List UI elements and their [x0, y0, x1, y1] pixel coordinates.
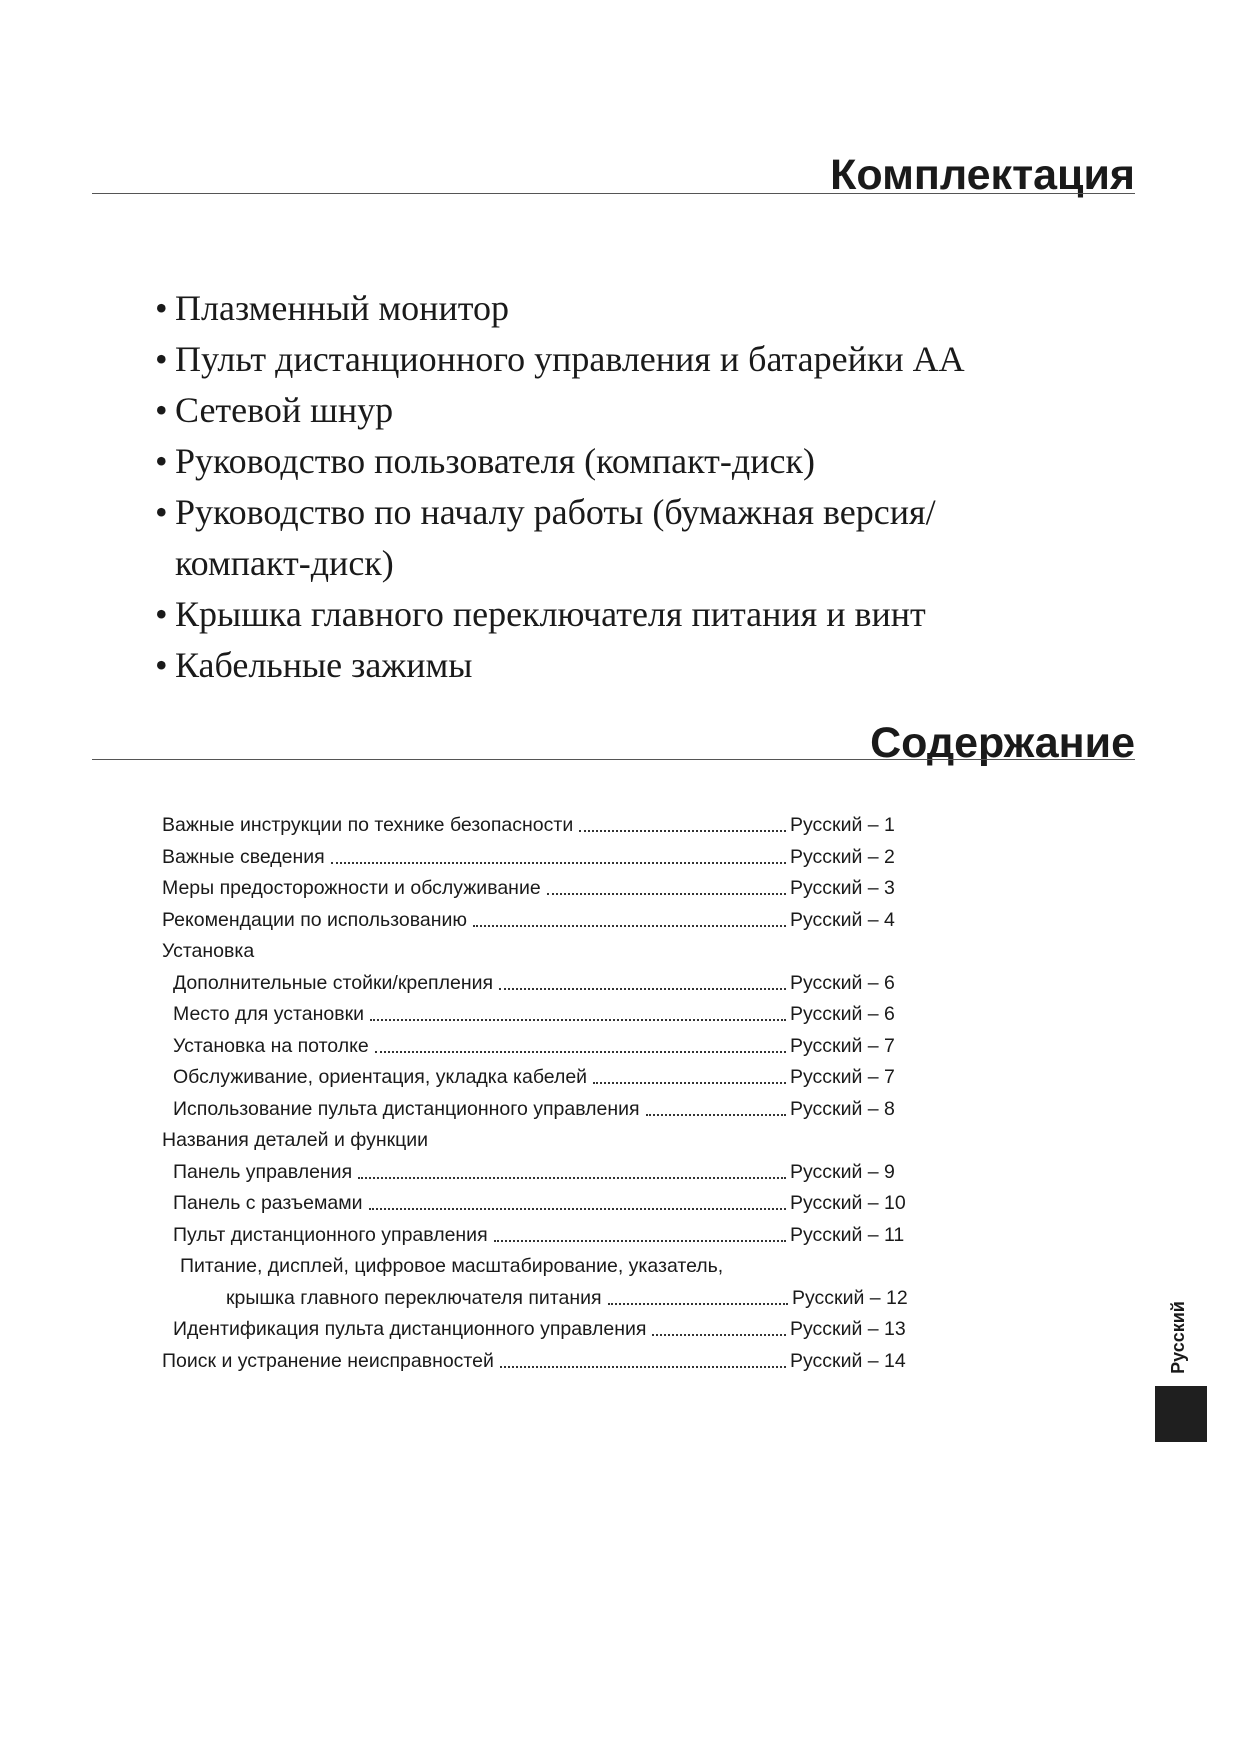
package-item [155, 334, 1105, 385]
toc-dot-leader [370, 1019, 786, 1021]
toc-entry-title: Идентификация пульта дистанционного управления [173, 1318, 647, 1340]
toc-entry [162, 873, 1062, 905]
toc-entry [162, 1062, 1062, 1094]
header-rule [92, 759, 1135, 760]
toc-page-ref: Русский – 14 [790, 1349, 906, 1372]
package-item-text: Пульт дистанционного управления и батарейки АА [175, 339, 965, 379]
toc-dot-leader [652, 1334, 786, 1336]
toc-entry [162, 842, 1062, 874]
language-tab-marker [1155, 1386, 1207, 1442]
toc-entry-title: Место для установки [173, 1003, 365, 1025]
toc-page-ref: Русский – 9 [790, 1160, 895, 1183]
language-tab-label: Русский [1167, 1300, 1188, 1374]
package-contents-title: Комплектация [830, 151, 1135, 199]
toc-entry-title: Установка на потолке [173, 1034, 369, 1057]
header-rule [92, 193, 1135, 194]
toc-entry [162, 810, 1062, 842]
toc-entry-title: Пульт дистанционного управления [173, 1223, 488, 1246]
toc-entry-title: Важные инструкции по технике безопасности [162, 814, 574, 836]
toc-page-ref: Русский – 7 [790, 1066, 895, 1088]
toc-entry-title: Дополнительные стойки/крепления [173, 971, 494, 994]
toc-page-ref: Русский – 13 [790, 1318, 906, 1340]
bullet-icon: • [155, 441, 168, 481]
toc-dot-leader [369, 1208, 786, 1210]
toc-entry [162, 1251, 1062, 1283]
toc-dot-leader [375, 1051, 786, 1053]
table-of-contents-title: Содержание [870, 719, 1135, 767]
toc-entry-title: Установка [162, 940, 255, 962]
package-contents-list [155, 283, 1105, 691]
toc-page-ref: Русский – 6 [790, 1003, 895, 1025]
bullet-icon: • [155, 339, 168, 379]
toc-entry [162, 1094, 1062, 1126]
bullet-icon: • [155, 492, 168, 532]
package-item-text: Руководство по началу работы (бумажная версия/ [175, 492, 936, 532]
toc-page-ref: Русский – 1 [790, 814, 895, 836]
package-item-text: Руководство пользователя (компакт-диск) [175, 441, 815, 481]
toc-entry [162, 1188, 1062, 1220]
bullet-icon: • [155, 594, 168, 634]
toc-dot-leader [608, 1303, 788, 1305]
package-item [155, 283, 1105, 334]
toc-entry-title: Обслуживание, ориентация, укладка кабелей [173, 1066, 588, 1088]
toc-entry [162, 999, 1062, 1031]
toc-entry [162, 1031, 1062, 1063]
toc-dot-leader [593, 1082, 786, 1084]
package-item-text: Плазменный монитор [175, 288, 509, 328]
toc-dot-leader [547, 893, 786, 895]
toc-page-ref: Русский – 10 [790, 1192, 906, 1214]
toc-entry-title: Панель с разъемами [173, 1192, 363, 1214]
toc-entry [162, 1346, 1062, 1378]
toc-page-ref: Русский – 2 [790, 845, 895, 868]
toc-entry-title: крышка главного переключателя питания [226, 1286, 602, 1309]
toc-dot-leader [331, 862, 786, 864]
toc-entry-title: Питание, дисплей, цифровое масштабирование, указатель, [180, 1255, 724, 1277]
package-item-text: Крышка главного переключателя питания и винт [175, 594, 926, 634]
toc-page-ref: Русский – 3 [790, 877, 895, 899]
toc-dot-leader [499, 988, 786, 990]
toc-entry [162, 1157, 1062, 1189]
toc-dot-leader [358, 1177, 786, 1179]
toc-page-ref: Русский – 6 [790, 971, 895, 994]
package-contents-header [92, 150, 1135, 198]
toc-dot-leader [473, 925, 786, 927]
package-item-text: Кабельные зажимы [175, 645, 473, 685]
toc-page-ref: Русский – 4 [790, 908, 895, 931]
package-item [155, 487, 1105, 589]
bullet-icon: • [155, 390, 168, 430]
toc-entry-title: Поиск и устранение неисправностей [162, 1349, 494, 1372]
package-item [155, 436, 1105, 487]
toc-entry-title: Использование пульта дистанционного управления [173, 1097, 640, 1120]
bullet-icon: • [155, 288, 168, 328]
bullet-icon: • [155, 645, 168, 685]
toc-entry [162, 1283, 1062, 1315]
language-tab [1153, 1292, 1203, 1382]
toc-entry [162, 936, 1062, 968]
toc-page-ref: Русский – 7 [790, 1034, 895, 1057]
table-of-contents-header [92, 718, 1135, 766]
toc-entry [162, 1220, 1062, 1252]
toc-entry [162, 905, 1062, 937]
table-of-contents [162, 810, 1062, 1377]
package-item [155, 385, 1105, 436]
package-item [155, 640, 1105, 691]
toc-page-ref: Русский – 8 [790, 1097, 895, 1120]
toc-entry-title: Панель управления [173, 1160, 353, 1183]
toc-entry-title: Названия деталей и функции [162, 1129, 429, 1151]
toc-page-ref: Русский – 11 [790, 1223, 905, 1246]
toc-page-ref: Русский – 12 [792, 1286, 908, 1309]
toc-dot-leader [579, 830, 786, 832]
toc-entry [162, 1125, 1062, 1157]
package-item [155, 589, 1105, 640]
package-item-text: компакт-диск) [175, 543, 394, 583]
toc-dot-leader [500, 1366, 786, 1368]
toc-entry-title: Рекомендации по использованию [162, 908, 468, 931]
toc-dot-leader [494, 1240, 786, 1242]
toc-entry [162, 1314, 1062, 1346]
toc-entry-title: Меры предосторожности и обслуживание [162, 877, 541, 899]
toc-dot-leader [646, 1114, 786, 1116]
toc-entry-title: Важные сведения [162, 845, 325, 868]
package-item-text: Сетевой шнур [175, 390, 394, 430]
toc-entry [162, 968, 1062, 1000]
